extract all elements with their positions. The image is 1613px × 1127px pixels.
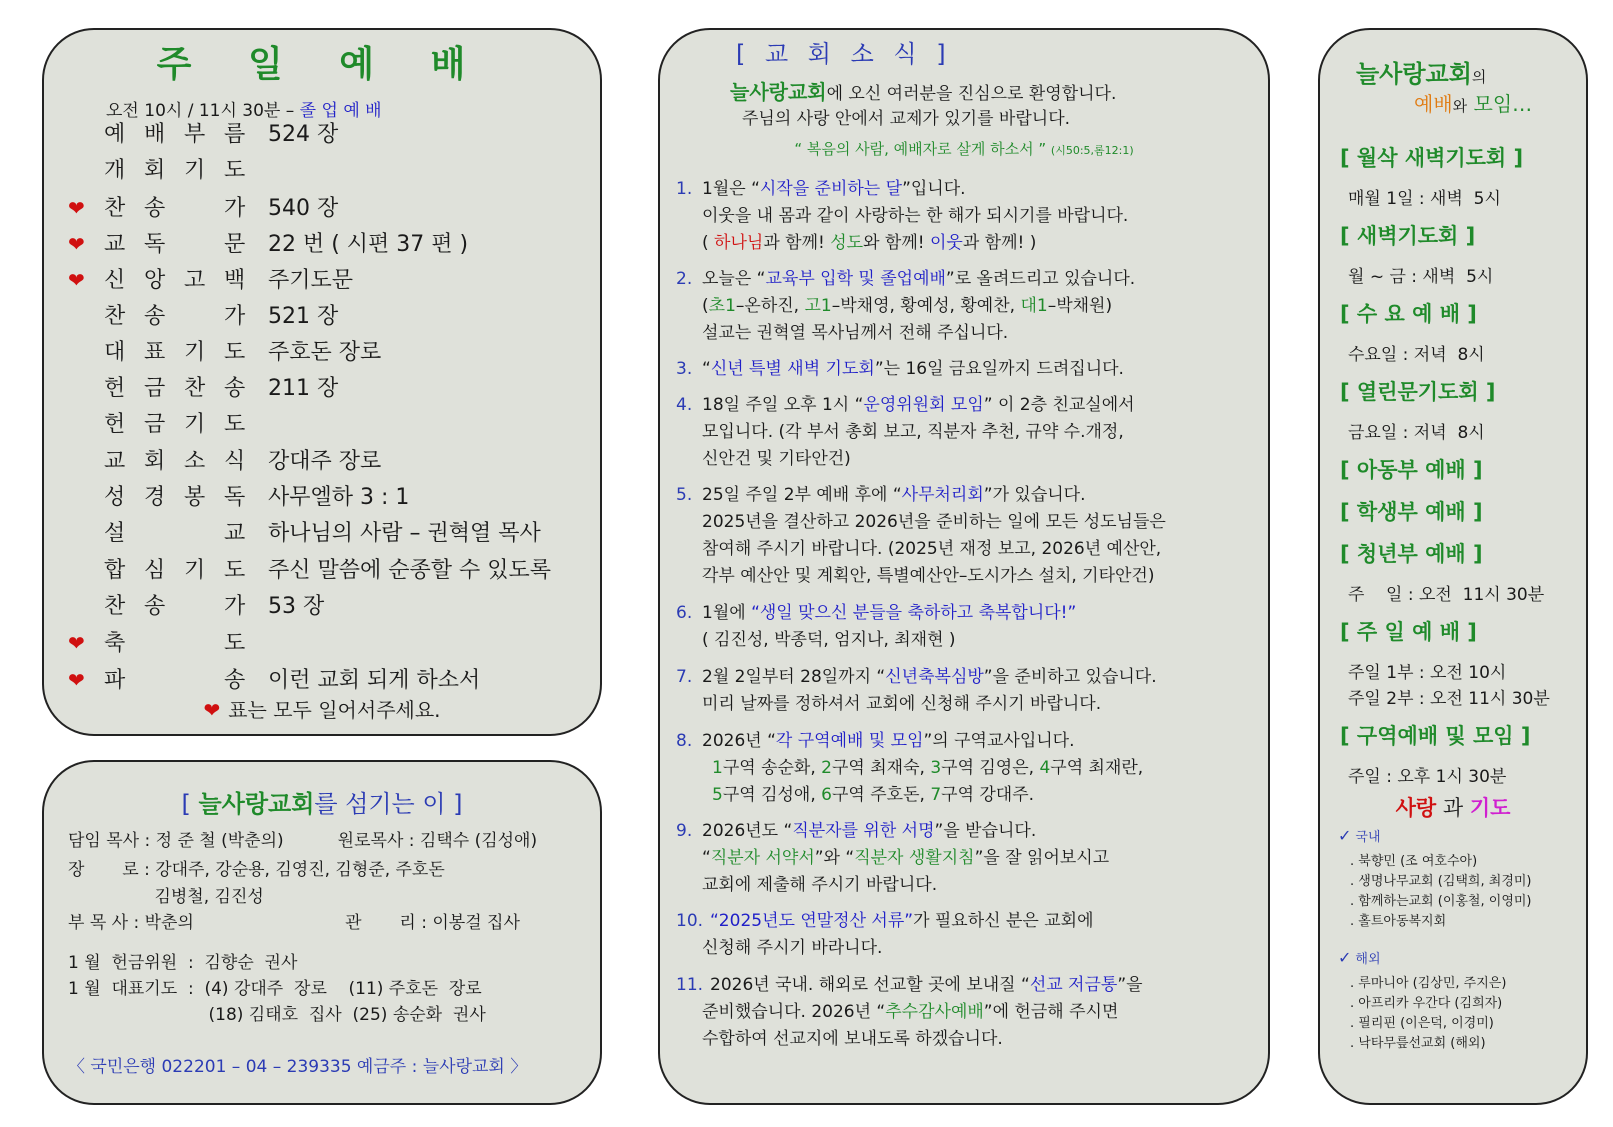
order-row xyxy=(68,408,268,442)
meeting-time: 매월 1일 : 새벽 5시 xyxy=(1348,189,1501,209)
love-and-text: 과 xyxy=(1442,796,1464,820)
heart-icon: ❤ xyxy=(68,268,85,293)
love-prayer-title xyxy=(1320,792,1586,822)
order-row xyxy=(68,481,409,515)
domestic-label: 국내 xyxy=(1355,830,1381,845)
check-icon: ✓ xyxy=(1338,948,1352,967)
news-item-9: 9. 2026년도 “직분자를 위한 서명”을 받습니다. “직분자 서약서”와 “직분자 생활지침”을 잘 읽어보시고 교회에 제출해 주시기 바랍니다. xyxy=(676,821,1110,895)
order-value: 주기도문 xyxy=(268,268,354,294)
servants-title-rest: 를 섬기는 이 ] xyxy=(314,790,463,818)
meetings-title-meetings: 모임… xyxy=(1473,92,1533,116)
servant-line-associate: 부 목 사 : 박춘의 관 리 : 이봉걸 집사 xyxy=(68,913,520,933)
heart-icon: ❤ xyxy=(68,631,85,656)
order-value: 524 장 xyxy=(268,122,339,147)
news-title: [ 교 회 소 식 ] xyxy=(736,40,952,68)
order-name: 찬 송 가 xyxy=(104,303,246,329)
verse-ref: (시50:5,롬12:1) xyxy=(1050,144,1134,157)
order-name: 예 배 부 름 xyxy=(104,122,246,147)
heart-icon: ❤ xyxy=(68,195,85,220)
standing-note xyxy=(44,694,600,723)
news-greeting-2: 주님의 사랑 안에서 교제가 있기를 바랍니다. xyxy=(742,109,1071,129)
order-name: 파 송 xyxy=(104,667,246,693)
order-name: 헌 금 기 도 xyxy=(104,412,246,438)
prayer-text: 기도 xyxy=(1469,796,1511,820)
meetings-title-of: 의 xyxy=(1471,68,1487,86)
meetings-subtitle xyxy=(1414,88,1532,117)
church-servants-panel xyxy=(42,760,602,1105)
order-row xyxy=(68,118,338,152)
news-item-8: 8. 2026년 “각 구역예배 및 모임”의 구역교사입니다. 1구역 송순화, 2구역 최재숙, 3구역 김영은, 4구역 최재란, 5구역 김성애, 6구역 주호돈, 7구역 강대주. xyxy=(676,731,1144,805)
mission-overseas-2: . 아프리카 우간다 (김희자) xyxy=(1350,996,1503,1011)
meeting-heading: [ 새벽기도회 ] xyxy=(1340,224,1476,248)
mission-overseas-4: . 낙타무릎선교회 (해외) xyxy=(1350,1036,1486,1051)
order-name: 설 교 xyxy=(104,521,246,547)
order-value: 주호돈 장로 xyxy=(268,339,382,365)
order-name: 헌 금 찬 송 xyxy=(104,376,246,402)
order-name: 대 표 기 도 xyxy=(104,339,246,365)
news-greeting-1 xyxy=(730,76,1116,105)
meeting-heading: [ 열린문기도회 ] xyxy=(1340,380,1496,404)
order-row xyxy=(68,445,381,479)
order-value: 211 장 xyxy=(268,376,339,402)
order-name: 합 심 기 도 xyxy=(104,557,246,583)
overseas-label: 해외 xyxy=(1355,952,1381,967)
mission-overseas-1: . 루마니아 (김상민, 주지은) xyxy=(1350,976,1507,991)
mission-domestic-1: . 북향민 (조 여호수아) xyxy=(1350,854,1478,869)
order-name: 교 독 문 xyxy=(104,231,246,257)
order-value: 하나님의 사람 – 권혁열 목사 xyxy=(268,521,541,547)
meeting-time: 주 일 : 오전 11시 30분 xyxy=(1348,585,1545,605)
meeting-heading: [ 수 요 예 배 ] xyxy=(1340,302,1477,326)
mission-overseas-3: . 필리핀 (이은덕, 이경미) xyxy=(1350,1016,1494,1031)
mission-domestic-4: . 홀트아동복지회 xyxy=(1350,914,1447,929)
bank-account: 〈 국민은행 022201 – 04 – 239335 예금주 : 늘사랑교회 〉 xyxy=(68,1057,528,1077)
meetings-title-church: 늘사랑교회 xyxy=(1356,60,1472,88)
order-row xyxy=(68,336,381,370)
representative-prayer: 1 월 대표기도 : (4) 강대주 장로 (11) 주호돈 장로 xyxy=(68,979,482,999)
news-item-10: 10. “2025년도 연말정산 서류”가 필요하신 분은 교회에 신청해 주시기 바라니다. xyxy=(676,911,1094,958)
order-name: 교 회 소 식 xyxy=(104,448,246,474)
order-name: 찬 송 가 xyxy=(104,593,246,619)
order-name: 찬 송 가 xyxy=(104,195,246,221)
meeting-time: 주일 2부 : 오전 11시 30분 xyxy=(1348,689,1550,709)
meeting-time: 월 ~ 금 : 새벽 5시 xyxy=(1348,267,1494,287)
order-value: 540 장 xyxy=(268,195,339,221)
servants-title xyxy=(44,784,600,819)
order-row xyxy=(68,191,338,225)
meeting-heading: [ 주 일 예 배 ] xyxy=(1340,620,1477,644)
domestic-category xyxy=(1338,826,1381,845)
verse-text: “ 복음의 사람, 예배자로 살게 하소서 ” xyxy=(794,140,1047,158)
worship-meetings-panel xyxy=(1318,28,1588,1105)
order-row xyxy=(68,663,480,697)
news-item-11: 11. 2026년 국내. 해외로 선교할 곳에 보내질 “선교 저금통”을 준비했습니다. 2026년 “추수감사예배”에 헌금해 주시면 수합하여 선교지에 보내도록 하겠습니다. xyxy=(676,975,1143,1049)
mission-domestic-2: . 생명나무교회 (김택희, 최경미) xyxy=(1350,874,1532,889)
worship-time: 오전 10시 / 11시 30분 – xyxy=(106,101,295,121)
news-verse xyxy=(660,138,1268,159)
worship-title: 주 일 예 배 xyxy=(156,44,488,85)
news-item-3: 3. “신년 특별 새벽 기도회”는 16일 금요일까지 드려집니다. xyxy=(676,359,1124,379)
greeting-church: 늘사랑교회 xyxy=(730,80,827,104)
overseas-category xyxy=(1338,948,1381,967)
order-row xyxy=(68,590,324,624)
order-row xyxy=(68,517,541,551)
order-value: 521 장 xyxy=(268,303,339,329)
heart-icon: ❤ xyxy=(68,231,85,256)
order-row xyxy=(68,554,551,588)
servants-title-open: [ xyxy=(181,790,191,818)
check-icon: ✓ xyxy=(1338,826,1352,845)
church-news-panel xyxy=(658,28,1270,1105)
love-text: 사랑 xyxy=(1395,796,1437,820)
order-row xyxy=(68,263,353,297)
meeting-heading: [ 구역예배 및 모임 ] xyxy=(1340,724,1531,748)
meeting-heading: [ 청년부 예배 ] xyxy=(1340,542,1483,566)
order-value: 53 장 xyxy=(268,593,325,619)
meeting-heading: [ 아동부 예배 ] xyxy=(1340,458,1483,482)
order-row xyxy=(68,227,468,261)
offering-committee: 1 월 헌금위원 : 김향순 권사 xyxy=(68,953,298,973)
servant-line-elders-2: 김병철, 김진성 xyxy=(68,887,264,907)
representative-prayer-2: (18) 김태호 집사 (25) 송순화 권사 xyxy=(68,1005,486,1025)
order-row xyxy=(68,626,268,660)
order-value: 22 번 ( 시편 37 편 ) xyxy=(268,231,469,257)
order-name: 성 경 봉 독 xyxy=(104,485,246,510)
news-item-5: 5. 25일 주일 2부 예배 후에 “사무처리회”가 있습니다. 2025년을 결산하고 2026년을 준비하는 일에 모든 성도님들은 참여해 주시기 바랍니다. (2025년 재정 보고, 2026년 예산안, 각부 예산안 및 계획안, 특별예산안–도시가스 설치, 기타안건) xyxy=(676,485,1166,586)
meetings-title xyxy=(1356,54,1486,89)
heart-icon: ❤ xyxy=(203,698,221,722)
servants-title-church: 늘사랑교회 xyxy=(198,790,315,818)
news-item-4: 4. 18일 주일 오후 1시 “운영위원회 모임” 이 2층 친교실에서 모입니다. (각 부서 총회 보고, 직분자 추천, 규약 수.개정, 신안건 및 기타안건) xyxy=(676,395,1135,469)
order-value: 사무엘하 3 : 1 xyxy=(268,485,410,510)
news-item-7: 7. 2월 2일부터 28일까지 “신년축복심방”을 준비하고 있습니다. 미리 날짜를 정하셔서 교회에 신청해 주시기 바랍니다. xyxy=(676,667,1157,714)
meeting-heading: [ 월삭 새벽기도회 ] xyxy=(1340,146,1524,170)
meeting-time: 주일 : 오후 1시 30분 xyxy=(1348,767,1507,787)
meeting-time: 주일 1부 : 오전 10시 xyxy=(1348,663,1507,683)
meetings-title-and: 와 xyxy=(1452,97,1468,115)
meeting-heading: [ 학생부 예배 ] xyxy=(1340,500,1483,524)
worship-order-panel xyxy=(42,28,602,736)
order-row xyxy=(68,372,338,406)
news-item-2: 2. 오늘은 “교육부 입학 및 졸업예배”로 올려드리고 있습니다. (초1–온하진, 고1–박채영, 황예성, 황예찬, 대1–박채원) 설교는 권혁열 목사님께서 전해 주십니다. xyxy=(676,269,1136,343)
order-name: 신 앙 고 백 xyxy=(104,268,246,294)
servant-line-pastor: 담임 목사 : 정 준 철 (박춘의) 원로목사 : 김택수 (김성애) xyxy=(68,831,538,851)
heart-icon: ❤ xyxy=(68,667,85,692)
meeting-time: 수요일 : 저녁 8시 xyxy=(1348,345,1485,365)
news-item-1: 1. 1월은 “시작을 준비하는 달”입니다. 이웃을 내 몸과 같이 사랑하는 한 해가 되시기를 바랍니다. ( 하나님과 함께! 성도와 함께! 이웃과 함께! ) xyxy=(676,179,1129,253)
standing-note-text: 표는 모두 일어서주세요. xyxy=(228,698,441,722)
order-name: 개 회 기 도 xyxy=(104,158,246,184)
meetings-title-worship: 예배 xyxy=(1414,92,1453,116)
mission-domestic-3: . 함께하는교회 (이홍철, 이영미) xyxy=(1350,894,1532,909)
meeting-time: 금요일 : 저녁 8시 xyxy=(1348,423,1485,443)
order-value: 이런 교회 되게 하소서 xyxy=(268,667,481,693)
greeting-text: 에 오신 여러분을 진심으로 환영합니다. xyxy=(826,84,1117,104)
order-value: 강대주 장로 xyxy=(268,448,382,474)
order-name: 축 도 xyxy=(104,631,246,657)
servant-line-elders: 장 로 : 강대주, 강순용, 김영진, 김형준, 주호돈 xyxy=(68,860,445,880)
worship-special: 졸 업 예 배 xyxy=(299,101,382,121)
news-item-6: 6. 1월에 “생일 맞으신 분들을 축하하고 축복합니다!” ( 김진성, 박종덕, 엄지나, 최재현 ) xyxy=(676,603,1077,650)
order-value: 주신 말씀에 순종할 수 있도록 xyxy=(268,557,551,583)
order-row xyxy=(68,154,268,188)
order-row xyxy=(68,300,338,334)
